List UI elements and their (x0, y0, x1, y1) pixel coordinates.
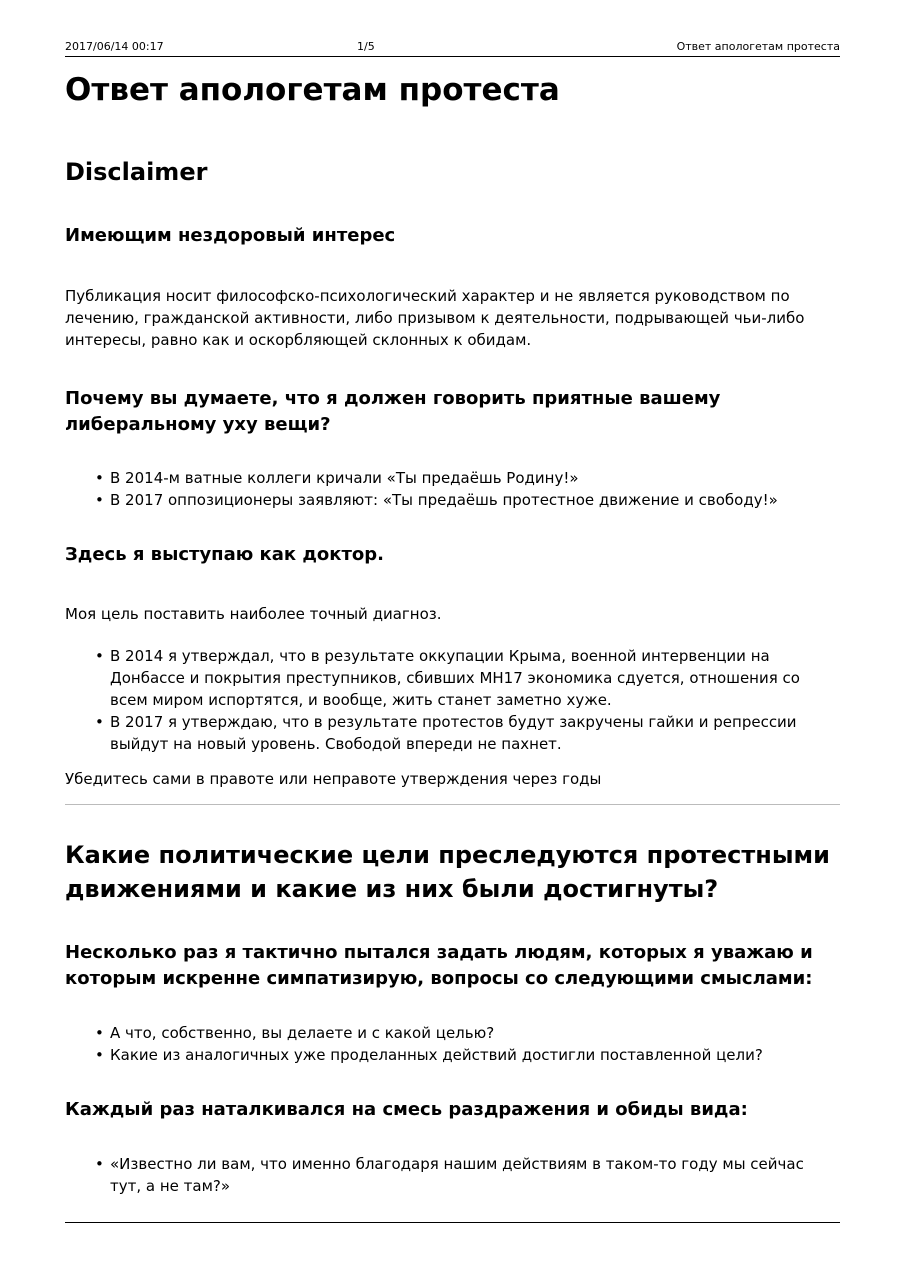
verify-paragraph: Убедитесь сами в правоте или неправоте утверждения через годы (65, 770, 602, 788)
list-item (65, 645, 825, 711)
section-political-goals-heading: Какие политические цели преследуются протестными движениями и какие из них были достигнуты? (65, 841, 830, 903)
list-item (65, 1153, 815, 1197)
list-accusations (65, 467, 825, 511)
document-title: Ответ апологетам протеста (65, 72, 560, 108)
bullet-icon: • (95, 647, 104, 665)
list-item (65, 1044, 825, 1066)
list-item-text: «Известно ли вам, что именно благодаря нашим действиям в таком-то году мы сейчас тут, а не там?» (110, 1155, 804, 1195)
list-responses (65, 1153, 815, 1197)
bullet-icon: • (95, 1024, 104, 1042)
subheading-why-pleasant: Почему вы думаете, что я должен говорить приятные вашему либеральному уху вещи? (65, 388, 721, 435)
list-item (65, 711, 825, 755)
list-questions (65, 1022, 825, 1066)
subheading-doctor: Здесь я выступаю как доктор. (65, 544, 385, 565)
list-item-text: В 2014-м ватные коллеги кричали «Ты предаёшь Родину!» (110, 469, 579, 487)
disclaimer-heading: Disclaimer (65, 158, 208, 186)
list-item-text: Какие из аналогичных уже проделанных действий достигли поставленной цели? (110, 1046, 763, 1064)
bullet-icon: • (95, 469, 104, 487)
list-item (65, 1022, 825, 1044)
page-header (65, 40, 840, 57)
header-page-number: 1/5 (357, 40, 375, 53)
subheading-unhealthy-interest: Имеющим нездоровый интерес (65, 225, 396, 246)
subheading-tactful-questions: Несколько раз я тактично пытался задать людям, которых я уважаю и которым искренне симпатизирую, вопросы со следующими смыслами: (65, 942, 813, 989)
list-item-text: В 2017 я утверждаю, что в результате протестов будут закручены гайки и репрессии выйдут на новый уровень. Свободой впереди не пахнет. (110, 713, 797, 753)
disclaimer-paragraph: Публикация носит философско-психологический характер и не является руководством по лечению, гражданской активности, либо призывом к деятельности, подрывающей чьи-либо интересы, равно как и оскорбляющей склонных к обидам. (65, 287, 805, 349)
page-footer-rule (65, 1222, 840, 1223)
section-divider (65, 804, 840, 805)
bullet-icon: • (95, 1046, 104, 1064)
subheading-irritation: Каждый раз наталкивался на смесь раздражения и обиды вида: (65, 1099, 748, 1120)
list-predictions (65, 645, 825, 755)
header-title: Ответ апологетам протеста (676, 40, 840, 53)
bullet-icon: • (95, 491, 104, 509)
bullet-icon: • (95, 713, 104, 731)
list-item (65, 467, 825, 489)
header-date: 2017/06/14 00:17 (65, 40, 164, 53)
list-item (65, 489, 825, 511)
list-item-text: А что, собственно, вы делаете и с какой целью? (110, 1024, 495, 1042)
goal-paragraph: Моя цель поставить наиболее точный диагноз. (65, 605, 442, 623)
list-item-text: В 2017 оппозиционеры заявляют: «Ты предаёшь протестное движение и свободу!» (110, 491, 778, 509)
list-item-text: В 2014 я утверждал, что в результате оккупации Крыма, военной интервенции на Донбассе и покрытия преступников, сбивших МН17 экономика сдуется, отношения со всем миром испортятся, и вообще, жить станет заметно хуже. (110, 647, 800, 709)
bullet-icon: • (95, 1155, 104, 1173)
